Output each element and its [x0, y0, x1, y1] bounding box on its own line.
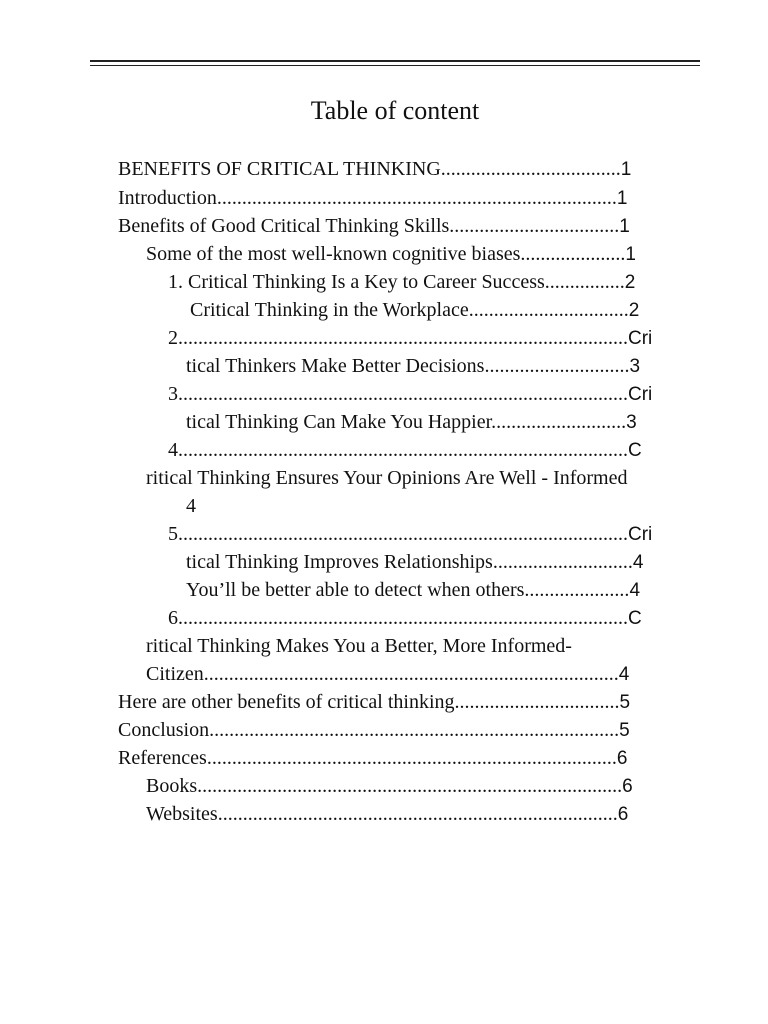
- toc-entry[interactable]: [118, 688, 630, 717]
- toc-entry[interactable]: [186, 492, 196, 521]
- toc-entry[interactable]: [146, 632, 572, 661]
- toc-entry-text: 3..........................................................................................: [168, 383, 628, 405]
- toc-entry[interactable]: [168, 604, 642, 633]
- top-rule-thick: [90, 60, 700, 62]
- toc-entry-page: Cri: [628, 328, 653, 349]
- toc-entry-page: 1: [620, 159, 632, 180]
- toc-entry-page: C: [628, 608, 642, 629]
- toc-entry-page: Cri: [628, 384, 653, 405]
- toc-entry-page: 1: [619, 216, 630, 237]
- toc-entry-text: Books.....................................................................................: [146, 775, 623, 797]
- toc-entry-page: 6: [617, 804, 629, 825]
- toc-heading: Table of content: [310, 96, 480, 125]
- toc-entry-page: 3: [629, 356, 641, 377]
- toc-entry[interactable]: [168, 436, 642, 465]
- toc-entry[interactable]: [168, 380, 652, 409]
- toc-entry[interactable]: [186, 576, 640, 605]
- toc-entry-text: 6..........................................................................................: [168, 607, 628, 629]
- toc-entry-text: Websites................................................................................: [146, 803, 618, 825]
- toc-entry-text: 4: [186, 495, 196, 517]
- toc-entry-page: 5: [619, 720, 630, 741]
- toc-entry-page: 4: [632, 552, 644, 573]
- toc-entry-text: tical Thinking Improves Relationships............................: [186, 551, 633, 573]
- toc-entry-page: 4: [629, 580, 641, 601]
- toc-entry[interactable]: [146, 660, 629, 689]
- toc-entry[interactable]: [118, 744, 627, 773]
- toc-entry[interactable]: [146, 800, 628, 829]
- toc-entry-page: 3: [626, 412, 637, 433]
- toc-entry-text: ritical Thinking Makes You a Better, More Informed-: [146, 635, 572, 657]
- toc-entry[interactable]: [168, 520, 652, 549]
- toc-entry-text: 5..........................................................................................: [168, 523, 628, 545]
- toc-entry-text: ritical Thinking Ensures Your Opinions Are Well - Informed: [146, 467, 628, 489]
- toc-entry-page: 5: [619, 692, 631, 713]
- toc-entry[interactable]: [118, 184, 627, 213]
- toc-entry-text: 2..........................................................................................: [168, 327, 628, 349]
- toc-entry[interactable]: [186, 548, 643, 577]
- toc-entry[interactable]: [146, 772, 633, 801]
- toc-entry-text: Here are other benefits of critical thinking.................................: [118, 691, 620, 713]
- toc-entry-page: C: [628, 440, 642, 461]
- toc-entry-text: Introduction................................................................................: [118, 187, 617, 209]
- toc-entry-page: 4: [618, 664, 630, 685]
- toc-entry[interactable]: [118, 155, 631, 184]
- toc-entry[interactable]: [168, 268, 635, 297]
- toc-entry[interactable]: [168, 324, 652, 353]
- toc-entry-text: Citizen...................................................................................: [146, 663, 619, 685]
- toc-entry-page: 6: [616, 748, 628, 769]
- toc-entry-text: 1. Critical Thinking Is a Key to Career Success................: [168, 271, 625, 293]
- toc-entry-text: Critical Thinking in the Workplace................................: [190, 299, 629, 321]
- toc-entry-page: 6: [622, 776, 633, 797]
- toc-entry-text: Benefits of Good Critical Thinking Skills..................................: [118, 215, 620, 237]
- toc-entry-text: Conclusion..................................................................................: [118, 719, 620, 741]
- toc-entry-page: 2: [624, 272, 636, 293]
- toc-entry[interactable]: [186, 352, 640, 381]
- toc-entry[interactable]: [146, 240, 636, 269]
- toc-entry-page: 1: [616, 188, 628, 209]
- toc-entry-text: 4..........................................................................................: [168, 439, 628, 461]
- top-rule-thin: [90, 65, 700, 66]
- toc-entry-text: Some of the most well-known cognitive biases.....................: [146, 243, 626, 265]
- toc-entry[interactable]: [118, 212, 630, 241]
- toc-entry-page: 1: [625, 244, 636, 265]
- toc-entry-text: tical Thinkers Make Better Decisions.............................: [186, 355, 630, 377]
- toc-entry[interactable]: [146, 464, 627, 493]
- toc-entry-text: References..................................................................................: [118, 747, 617, 769]
- toc-entry[interactable]: [190, 296, 639, 325]
- toc-entry-text: BENEFITS OF CRITICAL THINKING....................................: [118, 158, 621, 180]
- toc-entry[interactable]: [186, 408, 637, 437]
- toc-entry-page: Cri: [628, 524, 653, 545]
- toc-entry-page: 2: [628, 300, 640, 321]
- toc-entry[interactable]: [118, 716, 630, 745]
- toc-entry-text: tical Thinking Can Make You Happier...........................: [186, 411, 627, 433]
- toc-entry-text: You’ll be better able to detect when others.....................: [186, 579, 630, 601]
